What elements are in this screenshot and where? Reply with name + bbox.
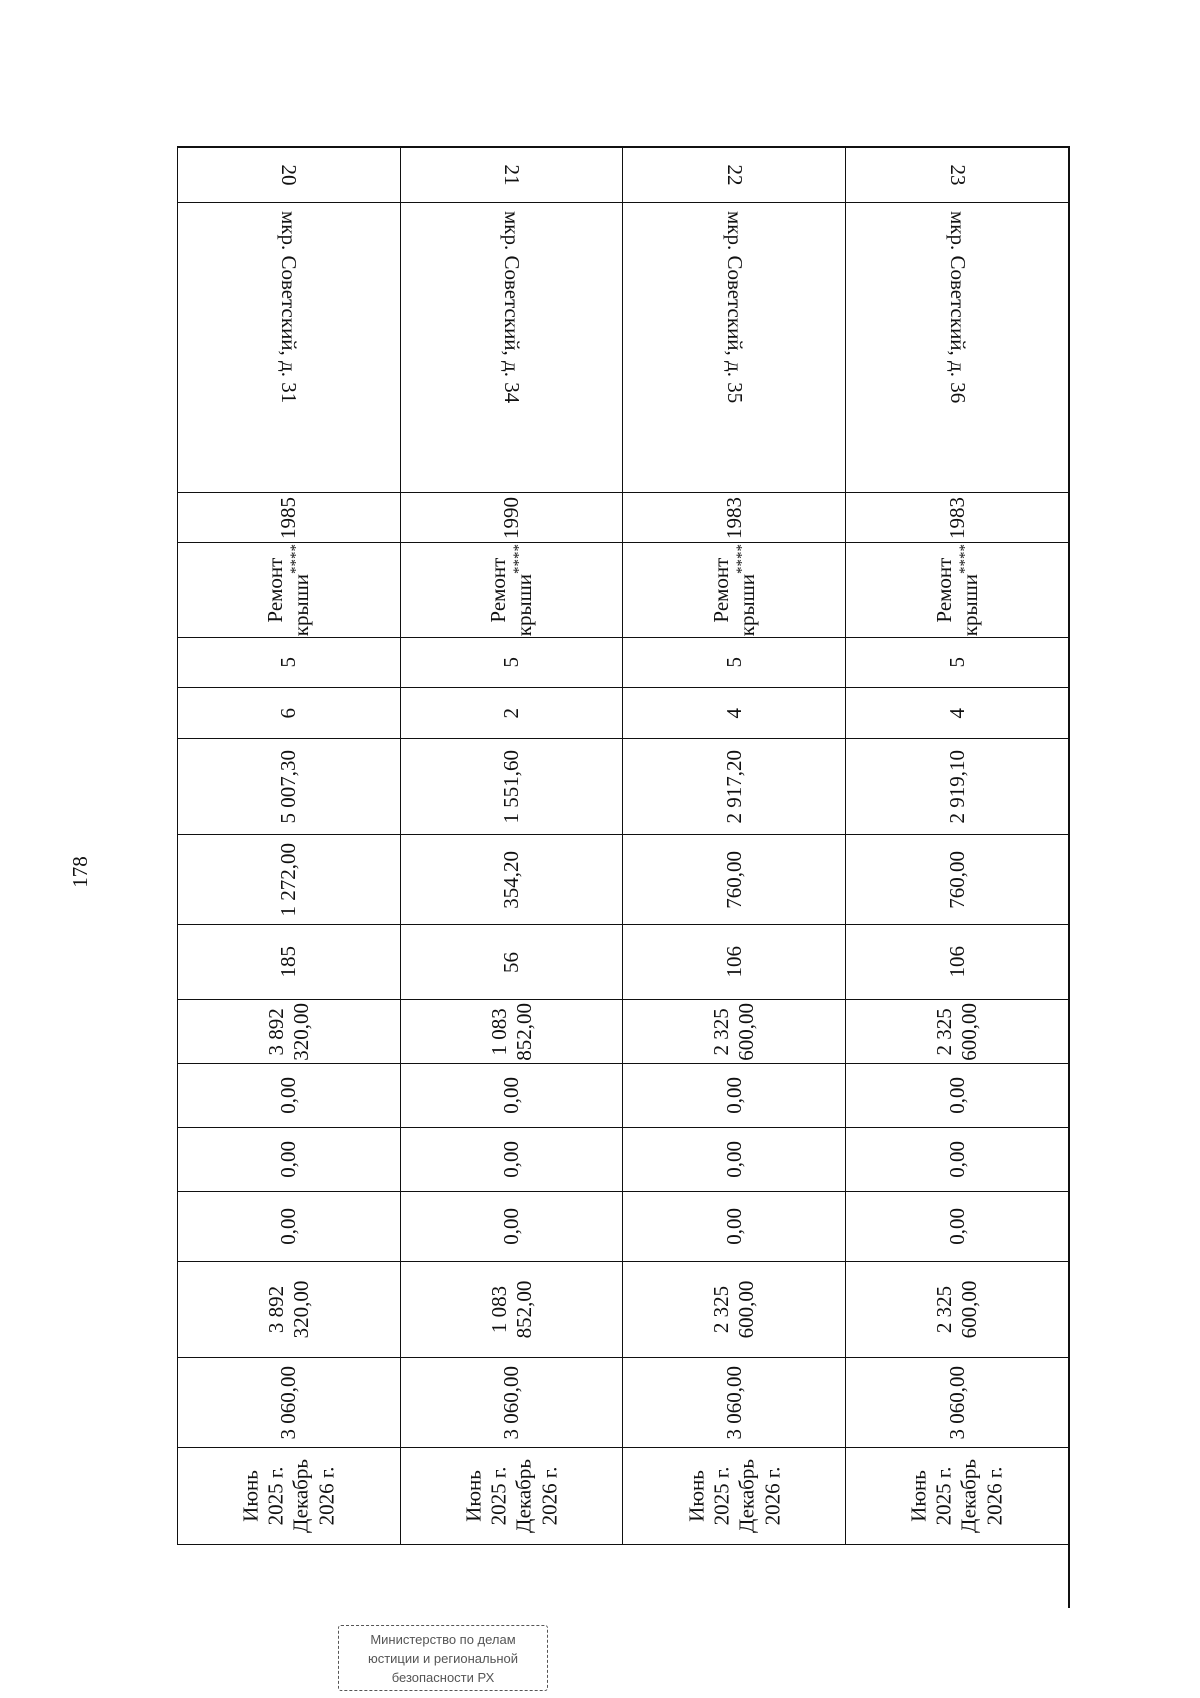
cell-fund-c xyxy=(623,1192,846,1262)
cell-fund-owner-text: 1 083 852,00 xyxy=(486,1280,536,1339)
cell-area-roof-text: 354,20 xyxy=(499,850,524,909)
cell-entrances-text: 4 xyxy=(944,707,969,719)
cell-number xyxy=(845,148,1068,203)
cell-area-roof xyxy=(177,835,400,925)
cell-address-text: мкр. Советский, д. 35 xyxy=(722,211,747,404)
cell-fund-c-text: 0,00 xyxy=(944,1208,969,1245)
cell-fund-owner-text: 2 325 600,00 xyxy=(932,1280,982,1339)
period-start: Июнь 2025 г. xyxy=(684,1466,734,1526)
cell-year-text: 1990 xyxy=(499,496,524,539)
cell-residents-text: 106 xyxy=(721,946,746,978)
work-text xyxy=(486,544,537,636)
work-label: Ремонт крыши xyxy=(263,557,314,637)
cell-fund-c xyxy=(845,1192,1068,1262)
cell-area-total-text: 1 551,60 xyxy=(499,749,524,824)
cell-floors xyxy=(845,638,1068,688)
cell-fund-a xyxy=(845,1064,1068,1128)
cell-fund-b-text: 0,00 xyxy=(944,1141,969,1178)
cell-fund-owner-text: 2 325 600,00 xyxy=(709,1280,759,1339)
cell-area-total xyxy=(623,739,846,835)
cell-floors xyxy=(177,638,400,688)
cell-area-roof xyxy=(400,835,623,925)
cell-year-text: 1983 xyxy=(721,496,746,539)
cell-unit-cost xyxy=(177,1358,400,1448)
cell-fund-owner xyxy=(177,1262,400,1358)
cell-fund-b xyxy=(845,1128,1068,1192)
cell-fund-a-text: 0,00 xyxy=(944,1077,969,1114)
cell-work-type xyxy=(400,543,623,638)
cell-area-total xyxy=(177,739,400,835)
cell-unit-cost xyxy=(623,1358,846,1448)
cell-unit-cost-text: 3 060,00 xyxy=(721,1365,746,1440)
cell-fund-a xyxy=(623,1064,846,1128)
cell-unit-cost-text: 3 060,00 xyxy=(944,1365,969,1440)
page-number: 178 xyxy=(68,856,92,888)
cell-residents xyxy=(623,925,846,1000)
cell-address-text: мкр. Советский, д. 36 xyxy=(945,211,970,404)
work-footnote-mark: **** xyxy=(511,543,528,574)
cell-area-total-text: 2 919,10 xyxy=(944,749,969,824)
cell-cost-total-text: 1 083 852,00 xyxy=(486,1002,536,1061)
cell-unit-cost-text: 3 060,00 xyxy=(499,1365,524,1440)
cell-area-total-text: 5 007,30 xyxy=(276,749,301,824)
cell-fund-a-text: 0,00 xyxy=(721,1077,746,1114)
period-text xyxy=(461,1452,562,1540)
cell-work-type xyxy=(623,543,846,638)
cell-unit-cost xyxy=(400,1358,623,1448)
cell-number xyxy=(177,148,400,203)
cell-year-text: 1983 xyxy=(944,496,969,539)
work-label: Ремонт крыши xyxy=(486,557,537,637)
cell-period xyxy=(400,1448,623,1545)
stamp-line-2: юстиции и региональной xyxy=(367,1651,519,1666)
official-stamp xyxy=(338,1625,548,1691)
cell-fund-a xyxy=(177,1064,400,1128)
cell-fund-a-text: 0,00 xyxy=(499,1077,524,1114)
period-start: Июнь 2025 г. xyxy=(906,1466,956,1526)
cell-fund-c-text: 0,00 xyxy=(499,1208,524,1245)
cell-fund-b xyxy=(623,1128,846,1192)
cell-year xyxy=(623,493,846,543)
cell-year xyxy=(845,493,1068,543)
stamp-line-3: безопасности РХ xyxy=(391,1670,495,1685)
cell-fund-b xyxy=(400,1128,623,1192)
cell-year xyxy=(177,493,400,543)
cell-entrances xyxy=(177,688,400,739)
cell-period xyxy=(623,1448,846,1545)
cell-number xyxy=(400,148,623,203)
data-table-wrapper xyxy=(177,146,1070,1608)
cell-address xyxy=(400,203,623,493)
cell-fund-c xyxy=(400,1192,623,1262)
cell-number xyxy=(623,148,846,203)
cell-year xyxy=(400,493,623,543)
cell-entrances xyxy=(845,688,1068,739)
cell-fund-owner xyxy=(845,1262,1068,1358)
cell-fund-c xyxy=(177,1192,400,1262)
cell-address xyxy=(845,203,1068,493)
work-text xyxy=(709,544,760,636)
cell-address-text: мкр. Советский, д. 31 xyxy=(277,211,302,404)
cell-address xyxy=(177,203,400,493)
cell-residents-text: 106 xyxy=(944,946,969,978)
cell-residents-text: 185 xyxy=(276,946,301,978)
work-label: Ремонт крыши xyxy=(708,557,759,637)
cell-floors-text: 5 xyxy=(276,657,301,668)
cell-fund-owner-text: 3 892 320,00 xyxy=(263,1280,313,1339)
cell-residents xyxy=(845,925,1068,1000)
cell-area-roof-text: 1 272,00 xyxy=(276,842,301,917)
work-footnote-mark: **** xyxy=(956,543,973,574)
cell-residents-text: 56 xyxy=(499,951,524,973)
work-footnote-mark: **** xyxy=(733,543,750,574)
cell-cost-total xyxy=(623,1000,846,1064)
cell-area-roof xyxy=(623,835,846,925)
cell-residents xyxy=(400,925,623,1000)
cell-cost-total-text: 2 325 600,00 xyxy=(932,1002,982,1061)
cell-fund-b-text: 0,00 xyxy=(276,1141,301,1178)
period-text xyxy=(239,1452,340,1540)
cell-area-roof-text: 760,00 xyxy=(944,850,969,909)
cell-unit-cost-text: 3 060,00 xyxy=(276,1365,301,1440)
cell-fund-c-text: 0,00 xyxy=(721,1208,746,1245)
cell-area-roof-text: 760,00 xyxy=(721,850,746,909)
cell-cost-total xyxy=(845,1000,1068,1064)
cell-area-roof xyxy=(845,835,1068,925)
work-footnote-mark: **** xyxy=(288,543,305,574)
cell-residents xyxy=(177,925,400,1000)
cell-fund-owner xyxy=(623,1262,846,1358)
cell-number-text: 21 xyxy=(500,164,525,186)
cell-cost-total xyxy=(400,1000,623,1064)
cell-entrances-text: 2 xyxy=(499,707,524,719)
cell-fund-owner xyxy=(400,1262,623,1358)
cell-cost-total-text: 2 325 600,00 xyxy=(709,1002,759,1061)
data-table xyxy=(177,146,1070,1608)
period-end: Декабрь 2026 г. xyxy=(511,1459,561,1533)
cell-entrances xyxy=(623,688,846,739)
period-end: Декабрь 2026 г. xyxy=(957,1459,1007,1533)
cell-fund-b-text: 0,00 xyxy=(499,1141,524,1178)
cell-number-text: 23 xyxy=(945,164,970,186)
work-text xyxy=(932,544,983,636)
cell-fund-a-text: 0,00 xyxy=(276,1077,301,1114)
period-text xyxy=(907,1452,1008,1540)
cell-period xyxy=(845,1448,1068,1545)
table-row xyxy=(623,148,846,1608)
cell-address xyxy=(623,203,846,493)
period-end: Декабрь 2026 г. xyxy=(288,1459,339,1533)
cell-floors-text: 5 xyxy=(944,657,969,668)
cell-fund-b xyxy=(177,1128,400,1192)
period-end: Декабрь 2026 г. xyxy=(734,1459,784,1533)
cell-entrances-text: 6 xyxy=(276,707,301,719)
cell-unit-cost xyxy=(845,1358,1068,1448)
cell-area-total-text: 2 917,20 xyxy=(721,749,746,824)
cell-area-total xyxy=(845,739,1068,835)
cell-floors-text: 5 xyxy=(499,657,524,668)
stamp-line-1: Министерство по делам xyxy=(370,1632,516,1647)
table-row xyxy=(177,148,400,1608)
cell-year-text: 1985 xyxy=(276,496,301,539)
cell-work-type xyxy=(845,543,1068,638)
period-start: Июнь 2025 г. xyxy=(461,1466,511,1526)
cell-cost-total xyxy=(177,1000,400,1064)
cell-entrances-text: 4 xyxy=(721,707,746,719)
period-start: Июнь 2025 г. xyxy=(238,1466,288,1526)
cell-fund-a xyxy=(400,1064,623,1128)
work-text xyxy=(263,544,314,636)
cell-fund-b-text: 0,00 xyxy=(721,1141,746,1178)
cell-floors-text: 5 xyxy=(721,657,746,668)
cell-area-total xyxy=(400,739,623,835)
table-row xyxy=(845,148,1068,1608)
cell-entrances xyxy=(400,688,623,739)
period-text xyxy=(684,1452,785,1540)
cell-period xyxy=(177,1448,400,1545)
cell-number-text: 20 xyxy=(277,164,302,186)
cell-cost-total-text: 3 892 320,00 xyxy=(263,1002,313,1061)
cell-floors xyxy=(400,638,623,688)
cell-address-text: мкр. Советский, д. 34 xyxy=(500,211,525,404)
cell-floors xyxy=(623,638,846,688)
work-label: Ремонт крыши xyxy=(931,557,982,637)
cell-work-type xyxy=(177,543,400,638)
cell-number-text: 22 xyxy=(722,164,747,186)
table-row xyxy=(400,148,623,1608)
cell-fund-c-text: 0,00 xyxy=(276,1208,301,1245)
